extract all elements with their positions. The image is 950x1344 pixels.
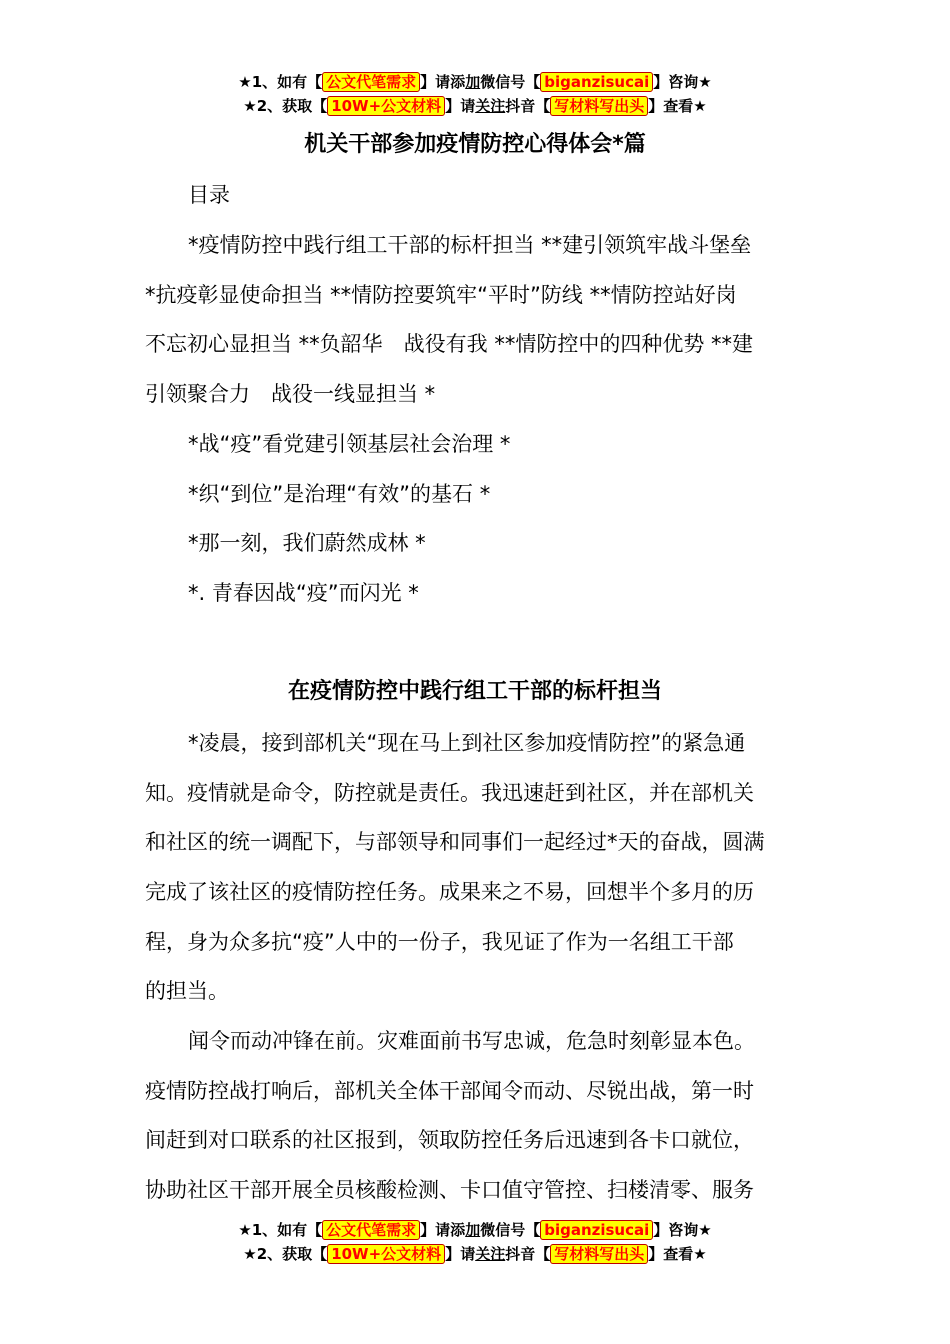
document-title: 机关干部参加疫情防控心得体会*篇 bbox=[304, 132, 646, 157]
toc-line: *疫情防控中践行组工干部的标杆担当 **建引领筑牢战斗堡垒 bbox=[188, 233, 752, 257]
section-title: 在疫情防控中践行组工干部的标杆担当 bbox=[287, 679, 662, 704]
highlight-materials: 10W+公文材料 bbox=[327, 96, 445, 116]
highlight-douyin: 写材料写出头 bbox=[550, 96, 648, 116]
highlight-service: 公文代笔需求 bbox=[322, 1220, 420, 1240]
highlight-service: 公文代笔需求 bbox=[322, 72, 420, 92]
body-line: 程，身为众多抗“疫”人中的一份子，我见证了作为一名组工干部 bbox=[145, 930, 734, 954]
body-line: *凌晨，接到部机关“现在马上到社区参加疫情防控”的紧急通 bbox=[188, 731, 746, 755]
banner-line-1: ★1、如有【 公文代笔需求 】请添加微信号【 biganzisucai 】咨询★ bbox=[238, 73, 712, 91]
toc-line: 引领聚合力 战役一线显担当 * bbox=[145, 382, 436, 406]
body-line: 协助社区干部开展全员核酸检测、卡口值守管控、扫楼清零、服务 bbox=[145, 1178, 754, 1202]
toc-heading: 目录 bbox=[188, 183, 230, 207]
body-line: 间赶到对口联系的社区报到，领取防控任务后迅速到各卡口就位， bbox=[145, 1128, 754, 1152]
body-line: 和社区的统一调配下，与部领导和同事们一起经过*天的奋战，圆满 bbox=[145, 830, 765, 854]
body-line: 完成了该社区的疫情防控任务。成果来之不易，回想半个多月的历 bbox=[145, 880, 754, 904]
banner-line-1: ★1、如有【 公文代笔需求 】请添加微信号【 biganzisucai 】咨询★ bbox=[238, 1221, 712, 1239]
highlight-wechat-id: biganzisucai bbox=[540, 72, 653, 92]
body-line: 疫情防控战打响后，部机关全体干部闻令而动、尽锐出战，第一时 bbox=[145, 1079, 754, 1103]
footer-banner bbox=[0, 1218, 950, 1266]
banner-line-2: ★2、获取【 10W+公文材料 】请关注抖音【 写材料写出头 】查看★ bbox=[243, 97, 707, 115]
highlight-materials: 10W+公文材料 bbox=[327, 1244, 445, 1264]
toc-line: *织“到位”是治理“有效”的基石 * bbox=[188, 482, 491, 506]
banner-line-2: ★2、获取【 10W+公文材料 】请关注抖音【 写材料写出头 】查看★ bbox=[243, 1245, 707, 1263]
toc-line: *那一刻，我们蔚然成林 * bbox=[188, 531, 426, 555]
body-line: 的担当。 bbox=[145, 979, 229, 1003]
highlight-wechat-id: biganzisucai bbox=[540, 1220, 653, 1240]
toc-line: *. 青春因战“疫”而闪光 * bbox=[188, 581, 419, 605]
toc-line: *抗疫彰显使命担当 **情防控要筑牢“平时”防线 **情防控站好岗 bbox=[145, 283, 737, 307]
body-line: 知。疫情就是命令，防控就是责任。我迅速赶到社区，并在部机关 bbox=[145, 781, 754, 805]
body-line: 闻令而动冲锋在前。灾难面前书写忠诚，危急时刻彰显本色。 bbox=[188, 1029, 755, 1053]
toc-line: *战“疫”看党建引领基层社会治理 * bbox=[188, 432, 511, 456]
highlight-douyin: 写材料写出头 bbox=[550, 1244, 648, 1264]
header-banner bbox=[0, 70, 950, 118]
toc-line: 不忘初心显担当 **负韶华 战役有我 **情防控中的四种优势 **建 bbox=[145, 332, 754, 356]
